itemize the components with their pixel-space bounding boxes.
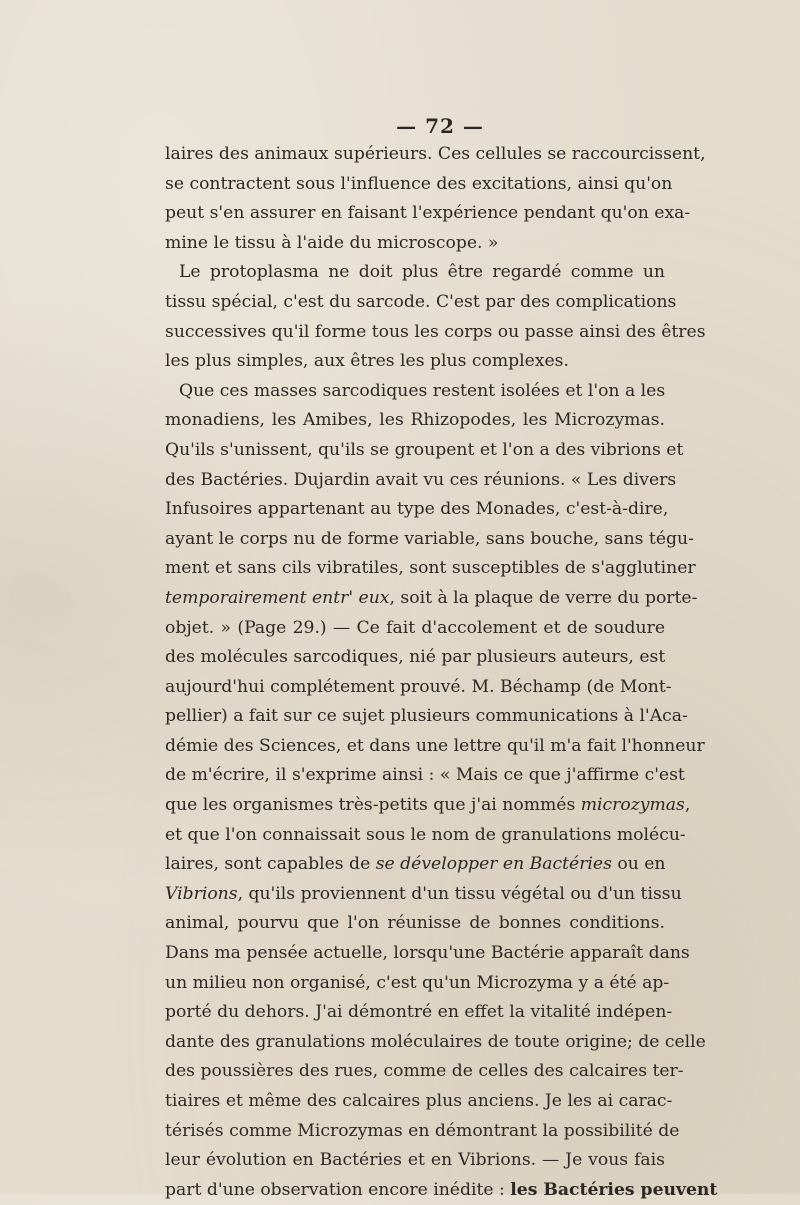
text-line: Que ces masses sarcodiques restent isolées et l'on a les: [179, 380, 666, 401]
text-line: leur évolution en Bactéries et en Vibrions. — Je vous fais: [165, 1150, 665, 1171]
text-line: de m'écrire, il s'exprime ainsi : « Mais ce que j'affirme c'est: [165, 765, 685, 786]
text-line: laires, sont capables de se développer en Bactéries ou en: [165, 854, 666, 875]
bold-phrase: les Bactéries peuvent: [510, 1179, 718, 1200]
text-line: mine le tissu à l'aide du microscope. »: [165, 232, 499, 253]
text-line: tissu spécial, c'est du sarcode. C'est par des complications: [165, 291, 677, 312]
text-line: tiaires et même des calcaires plus anciens. Je les ai carac-: [165, 1091, 673, 1111]
text-line: temporairement entr' eux, soit à la plaque de verre du porte-: [165, 587, 698, 608]
italic-phrase: microzymas: [580, 795, 685, 816]
text-line: que les organismes très-petits que j'ai nommés microzymas,: [165, 795, 691, 816]
italic-phrase: temporairement entr' eux: [165, 587, 390, 608]
text-line: animal, pourvu que l'on réunisse de bonnes conditions.: [165, 913, 665, 934]
text-line: un milieu non organisé, c'est qu'un Microzyma y a été ap-: [165, 972, 670, 993]
text-line: térisés comme Microzymas en démontrant la possibilité de: [165, 1120, 680, 1141]
text-line: ayant le corps nu de forme variable, sans bouche, sans tégu-: [165, 528, 694, 549]
text-line: porté du dehors. J'ai démontré en effet la vitalité indépen-: [165, 1002, 673, 1023]
text-line: objet. » (Page 29.) — Ce fait d'accolement et de soudure: [165, 617, 665, 638]
text-line: des poussières des rues, comme de celles des calcaires ter-: [165, 1061, 684, 1082]
text-line: Le protoplasma ne doit plus être regardé comme un: [179, 262, 665, 283]
text-line: part d'une observation encore inédite : les Bactéries peuvent: [165, 1179, 718, 1200]
text-line: Infusoires appartenant au type des Monades, c'est-à-dire,: [165, 499, 669, 520]
text-line: monadiens, les Amibes, les Rhizopodes, les Microzymas.: [165, 410, 665, 431]
text-line: pellier) a fait sur ce sujet plusieurs communications à l'Aca-: [165, 706, 688, 727]
body-text: [165, 140, 718, 1205]
page-number: — 72 —: [396, 114, 484, 138]
text-line: Vibrions, qu'ils proviennent d'un tissu végétal ou d'un tissu: [165, 883, 682, 904]
italic-phrase: se développer en Bactéries: [375, 854, 612, 875]
text-line: Dans ma pensée actuelle, lorsqu'une Bactérie apparaît dans: [165, 943, 690, 964]
text-line: se contractent sous l'influence des excitations, ainsi qu'on: [165, 173, 673, 194]
text-line: dante des granulations moléculaires de toute origine; de celle: [165, 1031, 706, 1052]
text-line: successives qu'il forme tous les corps ou passe ainsi des êtres: [165, 321, 706, 342]
text-line: les plus simples, aux êtres les plus complexes.: [165, 351, 569, 372]
text-line: des Bactéries. Dujardin avait vu ces réunions. « Les divers: [165, 469, 677, 490]
text-line: ment et sans cils vibratiles, sont susceptibles de s'agglutiner: [165, 558, 696, 579]
text-line: démie des Sciences, et dans une lettre qu'il m'a fait l'honneur: [165, 735, 705, 756]
italic-phrase: Vibrions: [165, 883, 238, 904]
text-line: des molécules sarcodiques, nié par plusieurs auteurs, est: [165, 647, 666, 668]
text-line: aujourd'hui complétement prouvé. M. Béchamp (de Mont-: [165, 676, 672, 697]
text-line: et que l'on connaissait sous le nom de granulations molécu-: [165, 824, 686, 845]
text-line: Qu'ils s'unissent, qu'ils se groupent et l'on a des vibrions et: [165, 439, 684, 460]
text-line: peut s'en assurer en faisant l'expérience pendant qu'on exa-: [165, 203, 691, 224]
text-line: laires des animaux supérieurs. Ces cellules se raccourcissent,: [165, 144, 706, 164]
